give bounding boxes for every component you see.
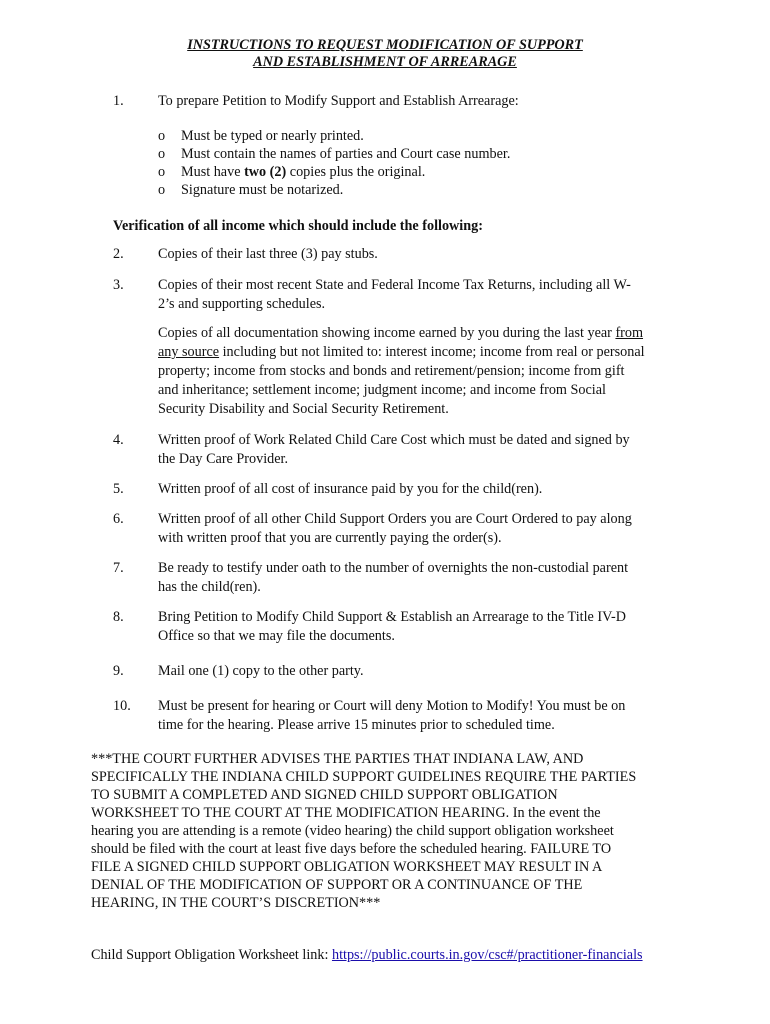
item-number: 4.	[113, 432, 124, 448]
item-number: 5.	[113, 481, 124, 497]
item-number: 9.	[113, 663, 124, 679]
item-number: 8.	[113, 609, 124, 625]
item-text-line: Must be present for hearing or Court will deny Motion to Modify! You must be on	[158, 698, 626, 714]
court-notice-line: TO SUBMIT A COMPLETED AND SIGNED CHILD SUPPORT OBLIGATION	[91, 787, 558, 803]
item-text: Mail one (1) copy to the other party.	[158, 663, 364, 679]
worksheet-link-label: Child Support Obligation Worksheet link:	[91, 947, 332, 963]
court-notice-line: ***THE COURT FURTHER ADVISES THE PARTIES THAT INDIANA LAW, AND	[91, 751, 584, 767]
item-detail-line: and inheritance; settlement income; judgment income; and income from Social	[158, 382, 606, 398]
item-detail-line: Security Disability and Social Security Retirement.	[158, 401, 449, 417]
item-detail-line: property; income from stocks and bonds and retirement/pension; income from gift	[158, 363, 625, 379]
item-text-line: Written proof of Work Related Child Care Cost which must be dated and signed by	[158, 432, 630, 448]
court-notice-line: WORKSHEET TO THE COURT AT THE MODIFICATION HEARING. In the event the	[91, 805, 601, 821]
bullet-marker: o	[158, 182, 166, 198]
item-number: 7.	[113, 560, 124, 576]
item-text-line: Be ready to testify under oath to the number of overnights the non-custodial parent	[158, 560, 629, 576]
bullet-text: Must have two (2) copies plus the original.	[181, 164, 426, 180]
bullet-marker: o	[158, 164, 166, 180]
item-text-line: the Day Care Provider.	[158, 451, 289, 467]
court-notice-line: hearing you are attending is a remote (video hearing) the child support obligation worksheet	[91, 823, 614, 839]
worksheet-link-line	[91, 946, 711, 964]
bullet-marker: o	[158, 146, 166, 162]
item-text-line: time for the hearing. Please arrive 15 minutes prior to scheduled time.	[158, 717, 555, 733]
item-text-line: Bring Petition to Modify Child Support & Establish an Arrearage to the Title IV-D	[158, 609, 627, 625]
item-text: Copies of their last three (3) pay stubs.	[158, 246, 378, 262]
item-detail-line: Copies of all documentation showing income earned by you during the last year from	[158, 325, 644, 341]
court-notice-line: HEARING, IN THE COURT’S DISCRETION***	[91, 895, 381, 911]
item-text: To prepare Petition to Modify Support and Establish Arrearage:	[158, 93, 519, 109]
court-notice-line: DENIAL OF THE MODIFICATION OF SUPPORT OR A CONTINUANCE OF THE	[91, 877, 583, 893]
item-detail-line: any source including but not limited to: interest income; income from real or personal	[158, 344, 645, 360]
bullet-marker: o	[158, 128, 166, 144]
worksheet-link[interactable]: https://public.courts.in.gov/csc#/practitioner-financials	[331, 947, 643, 963]
item-number: 1.	[113, 93, 124, 109]
item-text-line: has the child(ren).	[158, 579, 261, 595]
item-number: 6.	[113, 511, 124, 527]
court-notice-line: should be filed with the court at least five days before the scheduled hearing. FAILURE TO	[91, 841, 612, 857]
item-text: Written proof of all cost of insurance paid by you for the child(ren).	[158, 481, 543, 497]
bullet-text: Must be typed or nearly printed.	[181, 128, 364, 144]
court-notice-line: SPECIFICALLY THE INDIANA CHILD SUPPORT GUIDELINES REQUIRE THE PARTIES	[91, 769, 637, 785]
item-text-line: Written proof of all other Child Support Orders you are Court Ordered to pay along	[158, 511, 632, 527]
item-number: 3.	[113, 277, 124, 293]
item-text-line: 2’s and supporting schedules.	[158, 296, 326, 312]
bullet-text: Signature must be notarized.	[181, 182, 344, 198]
item-text-line: Copies of their most recent State and Federal Income Tax Returns, including all W-	[158, 277, 631, 293]
item-number: 2.	[113, 246, 124, 262]
court-notice-line: FILE A SIGNED CHILD SUPPORT OBLIGATION WORKSHEET MAY RESULT IN A	[91, 859, 603, 875]
bullet-text: Must contain the names of parties and Court case number.	[181, 146, 511, 162]
document-title-line-2: AND ESTABLISHMENT OF ARREARAGE	[253, 54, 517, 70]
item-number: 10.	[113, 698, 131, 714]
document-title-line-1: INSTRUCTIONS TO REQUEST MODIFICATION OF SUPPORT	[187, 37, 583, 53]
item-text-line: with written proof that you are currently paying the order(s).	[158, 530, 502, 546]
verification-heading: Verification of all income which should include the following:	[113, 218, 483, 234]
item-text-line: Office so that we may file the documents.	[158, 628, 395, 644]
